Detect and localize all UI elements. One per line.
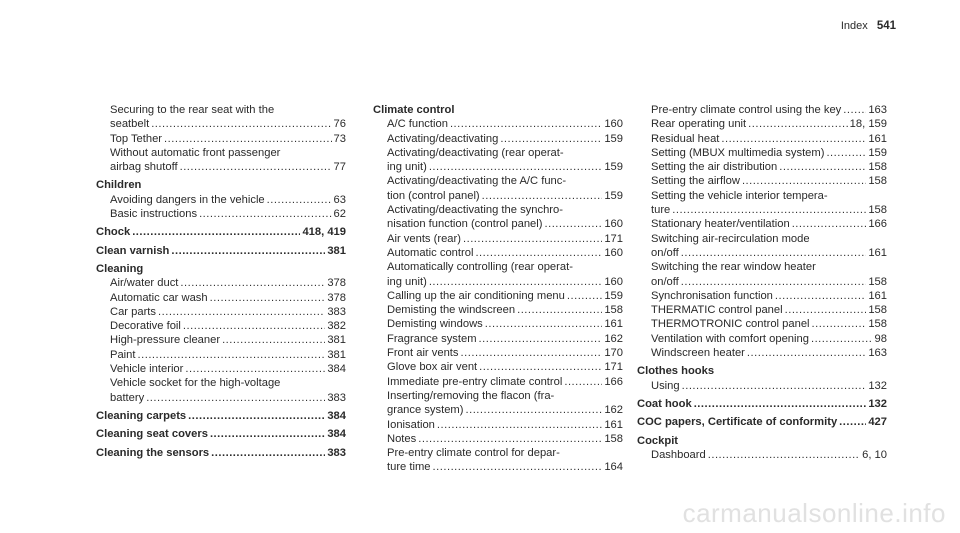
index-entry [96,391,346,405]
index-heading [373,103,623,117]
page-reference[interactable]: 161 [868,246,887,259]
index-entry [637,303,887,317]
index-entry [373,317,623,331]
page-reference[interactable]: 162 [604,404,623,417]
index-entry [96,207,346,221]
leader-dots [826,146,866,160]
index-entry [637,275,887,289]
page-reference[interactable]: 98 [874,332,887,345]
page-reference[interactable]: 161 [604,418,623,431]
leader-dots [779,160,866,174]
entry-text: Front air vents [387,347,459,360]
leader-dots [812,317,867,331]
index-entry [373,160,623,174]
header-title: Index [840,20,868,32]
index-heading [637,415,887,429]
index-entry [373,217,623,231]
index-entry [637,132,887,146]
page-reference[interactable]: 418, 419 [302,226,346,239]
index-entry [373,189,623,203]
entry-text: nisation function (control panel) [387,218,543,231]
entry-text: Paint [110,348,136,361]
leader-dots [151,117,331,131]
index-entry [637,246,887,260]
leader-dots [682,379,867,393]
index-entry [96,376,346,390]
page-reference[interactable]: 158 [868,304,887,317]
leader-dots [681,246,867,260]
index-entry [373,346,623,360]
index-column-2 [373,103,623,475]
index-entry [96,132,346,146]
entry-text: Top Tether [110,132,163,145]
leader-dots [694,397,867,411]
entry-text: Setting (MBUX multimedia system) [651,146,825,159]
entry-text: Rear operating unit [651,118,747,131]
index-entry [637,289,887,303]
page-reference[interactable]: 384 [327,428,346,441]
leader-dots [461,346,603,360]
entry-text: Ionisation [387,418,435,431]
leader-dots [681,275,867,289]
index-entry [96,305,346,319]
entry-text: Fragrance system [387,332,477,345]
page-reference[interactable]: 163 [868,104,887,116]
entry-text: Children [96,179,142,192]
page-reference[interactable]: 383 [327,305,346,318]
index-entry [96,160,346,174]
entry-text: Pre-entry climate control for depar- [387,447,560,460]
entry-text: Windscreen heater [651,347,745,360]
leader-dots [211,446,325,460]
leader-dots [785,303,867,317]
entry-text: Clean varnish [96,244,170,257]
index-entry [96,103,346,117]
leader-dots [222,333,325,347]
page-reference[interactable]: 18, 159 [849,118,887,131]
leader-dots [517,303,602,317]
index-entry [96,333,346,347]
index-entry [373,303,623,317]
entry-text: High-pressure cleaner [110,334,221,347]
index-entry [637,203,887,217]
entry-text: Residual heat [651,132,720,145]
entry-text: Calling up the air conditioning menu [387,289,565,302]
entry-text: THERMOTRONIC control panel [651,318,810,331]
entry-text: Climate control [373,104,455,116]
index-entry [637,232,887,246]
entry-text: on/off [651,275,679,288]
index-entry [637,448,887,462]
page-reference[interactable]: 158 [604,304,623,317]
index-entry [373,403,623,417]
page-reference[interactable]: 162 [604,332,623,345]
index-entry [373,260,623,274]
leader-dots [171,244,325,258]
entry-text: Stationary heater/ventilation [651,218,790,231]
index-entry [96,146,346,160]
entry-text: Automatically controlling (rear operat- [387,261,573,274]
entry-text: ture time [387,461,431,474]
index-heading [637,397,887,411]
page-reference[interactable]: 159 [868,146,887,159]
leader-dots [158,305,325,319]
page-reference[interactable]: 6, 10 [862,448,887,461]
page-reference[interactable]: 73 [333,132,346,145]
index-entry [96,348,346,362]
page-reference[interactable]: 132 [868,379,887,392]
page-reference[interactable]: 159 [604,189,623,202]
entry-text: Vehicle interior [110,363,184,376]
page-reference[interactable]: 383 [327,446,346,459]
entry-text: Dashboard [651,448,706,461]
entry-text: Setting the air distribution [651,161,778,174]
entry-text: airbag shutoff [110,161,178,174]
index-entry [637,346,887,360]
page-reference[interactable]: 132 [868,397,887,410]
index-entry [373,432,623,446]
index-entry [373,232,623,246]
leader-dots [210,427,325,441]
entry-text: ing unit) [387,275,427,288]
leader-dots [479,332,603,346]
page-reference[interactable]: 63 [333,193,346,206]
entry-text: Decorative foil [110,320,181,333]
leader-dots [183,319,325,333]
page-reference[interactable]: 164 [604,461,623,474]
entry-text: Synchronisation function [651,289,773,302]
page-reference[interactable]: 171 [604,232,623,245]
entry-text: COC papers, Certificate of conformity [637,416,838,429]
leader-dots [146,391,325,405]
entry-text: Chock [96,226,131,239]
leader-dots [180,160,332,174]
page-reference[interactable]: 160 [604,218,623,231]
leader-dots [475,246,602,260]
entry-text: ture [651,204,671,217]
entry-text: Demisting windows [387,318,483,331]
page-reference[interactable]: 158 [868,161,887,174]
page-reference[interactable]: 77 [333,161,346,174]
page-reference[interactable]: 378 [327,277,346,290]
entry-text: Securing to the rear seat with the [110,104,275,116]
entry-text: Pre-entry climate control using the key [651,104,842,116]
leader-dots [500,132,602,146]
leader-dots [672,203,866,217]
entry-text: Setting the airflow [651,175,740,188]
index-entry [96,319,346,333]
index-entry [373,174,623,188]
index-entry [96,291,346,305]
entry-text: tion (control panel) [387,189,480,202]
index-entry [373,132,623,146]
leader-dots [482,189,603,203]
entry-text: Without automatic front passenger [110,146,281,159]
leader-dots [164,132,332,146]
index-entry [373,446,623,460]
page-reference[interactable]: 161 [868,289,887,302]
page-reference[interactable]: 160 [604,246,623,259]
entry-text: on/off [651,246,679,259]
entry-text: Activating/deactivating the A/C func- [387,175,567,188]
index-entry [373,460,623,474]
entry-text: seatbelt [110,118,150,131]
page-reference[interactable]: 160 [604,118,623,131]
index-entry [373,203,623,217]
page-reference[interactable]: 62 [333,208,346,221]
page-reference[interactable]: 382 [327,320,346,333]
index-entry [637,379,887,393]
index-entry [96,276,346,290]
leader-dots [843,103,866,117]
page-reference[interactable]: 170 [604,347,623,360]
index-entry [373,289,623,303]
page-reference[interactable]: 158 [868,204,887,217]
leader-dots [418,432,602,446]
leader-dots [792,217,867,231]
leader-dots [839,415,866,429]
index-entry [637,146,887,160]
entry-text: Coat hook [637,397,692,410]
page-reference[interactable]: 76 [333,118,346,131]
entry-text: Switching the rear window heater [651,261,816,274]
entry-text: Setting the vehicle interior tempera- [651,189,828,202]
leader-dots [479,360,602,374]
index-heading [96,178,346,192]
leader-dots [463,232,602,246]
entry-text: ing unit) [387,161,427,174]
leader-dots [199,207,331,221]
page-reference[interactable]: 381 [327,334,346,347]
entry-text: Ventilation with comfort opening [651,332,809,345]
entry-text: battery [110,391,145,404]
index-entry [373,418,623,432]
leader-dots [185,362,325,376]
entry-text: Switching air-recirculation mode [651,232,810,245]
page-reference[interactable]: 427 [868,416,887,429]
page-reference[interactable]: 158 [868,275,887,288]
leader-dots [567,289,602,303]
index-entry [96,193,346,207]
leader-dots [485,317,603,331]
entry-text: Cleaning carpets [96,409,187,422]
leader-dots [742,174,866,188]
entry-text: Avoiding dangers in the vehicle [110,193,265,206]
entry-text: Vehicle socket for the high-voltage [110,377,281,390]
entry-text: Basic instructions [110,208,198,221]
leader-dots [188,409,325,423]
index-entry [637,317,887,331]
entry-text: Activating/deactivating (rear operat- [387,146,564,159]
page-reference[interactable]: 166 [604,375,623,388]
index-heading [96,409,346,423]
page-reference[interactable]: 161 [604,318,623,331]
page-reference[interactable]: 381 [327,244,346,257]
entry-text: Using [651,379,680,392]
page-reference[interactable]: 159 [604,289,623,302]
leader-dots [437,418,602,432]
leader-dots [747,346,866,360]
entry-text: Activating/deactivating [387,132,499,145]
leader-dots [429,160,603,174]
index-entry [373,117,623,131]
entry-text: Cockpit [637,434,679,447]
index-entry [637,103,887,117]
entry-text: Car parts [110,305,157,318]
index-entry [637,332,887,346]
entry-text: Demisting the windscreen [387,304,516,317]
index-entry [637,160,887,174]
index-entry [96,362,346,376]
index-entry [96,117,346,131]
entry-text: THERMATIC control panel [651,304,783,317]
index-entry [637,117,887,131]
leader-dots [433,460,603,474]
index-column-3 [637,103,887,462]
index-column-1 [96,103,346,460]
page-reference[interactable]: 158 [604,432,623,445]
leader-dots [267,193,332,207]
leader-dots [811,332,873,346]
page-reference[interactable]: 384 [327,409,346,422]
index-entry [637,189,887,203]
page-reference[interactable]: 171 [604,361,623,374]
leader-dots [708,448,860,462]
page-reference[interactable]: 378 [327,291,346,304]
index-heading [96,446,346,460]
leader-dots [138,348,326,362]
entry-text: Cleaning seat covers [96,428,208,441]
index-heading [96,262,346,276]
entry-text: Glove box air vent [387,361,478,374]
leader-dots [544,217,602,231]
leader-dots [748,117,848,131]
page-reference[interactable]: 381 [327,348,346,361]
entry-text: Clothes hooks [637,365,715,378]
entry-text: A/C function [387,118,448,131]
index-entry [373,275,623,289]
index-entry [373,332,623,346]
page-reference[interactable]: 383 [327,391,346,404]
entry-text: Activating/deactivating the synchro- [387,204,563,217]
index-heading [96,244,346,258]
entry-text: Air vents (rear) [387,232,461,245]
index-entry [637,260,887,274]
index-entry [373,246,623,260]
page-reference[interactable]: 163 [868,347,887,360]
index-heading [637,434,887,448]
index-entry [637,217,887,231]
entry-text: grance system) [387,404,464,417]
index-heading [637,364,887,378]
page-reference[interactable]: 384 [327,363,346,376]
leader-dots [429,275,603,289]
index-entry [373,389,623,403]
watermark: carmanualsonline.info [682,498,946,528]
page-reference[interactable]: 159 [604,132,623,145]
entry-text: Immediate pre-entry climate control [387,375,563,388]
leader-dots [775,289,866,303]
entry-text: Automatic control [387,246,474,259]
leader-dots [721,132,866,146]
page-reference[interactable]: 159 [604,161,623,174]
leader-dots [180,276,325,290]
page-reference[interactable]: 161 [868,132,887,145]
entry-text: Cleaning the sensors [96,446,210,459]
page-reference[interactable]: 160 [604,275,623,288]
page-reference[interactable]: 158 [868,175,887,188]
index-entry [637,174,887,188]
index-heading [96,225,346,239]
entry-text: Automatic car wash [110,291,208,304]
leader-dots [450,117,602,131]
leader-dots [564,375,602,389]
entry-text: Cleaning [96,262,144,275]
leader-dots [132,225,300,239]
entry-text: Inserting/removing the flacon (fra- [387,389,555,402]
index-entry [373,375,623,389]
index-entry [373,146,623,160]
entry-text: Air/water duct [110,277,179,290]
page-header [841,20,896,32]
page-reference[interactable]: 166 [868,218,887,231]
page-number: 541 [876,20,896,32]
page-reference[interactable]: 158 [868,318,887,331]
index-entry [373,360,623,374]
leader-dots [465,403,602,417]
index-heading [96,427,346,441]
leader-dots [210,291,326,305]
entry-text: Notes [387,432,417,445]
